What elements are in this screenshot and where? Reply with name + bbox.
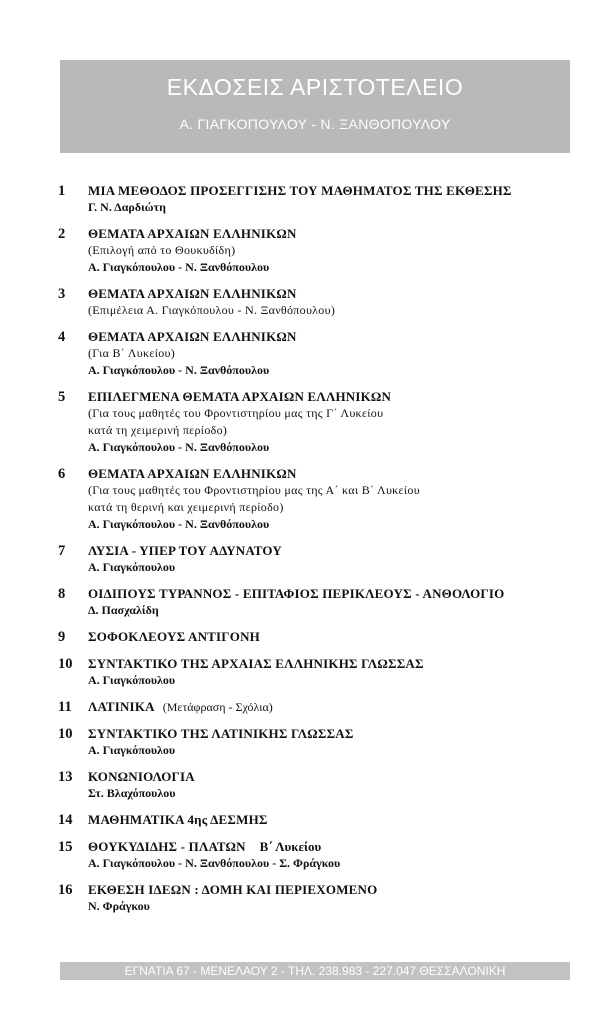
address-footer: ΕΓΝΑΤΙΑ 67 - ΜΕΝΕΛΑΟΥ 2 - ΤΗΛ. 238.983 - 227.047 ΘΕΣΣΑΛΟΝΙΚΗ	[60, 962, 570, 980]
entry-body	[88, 465, 588, 533]
entry-title: ΣΟΦΟΚΛΕΟΥΣ ΑΝΤΙΓΟΝΗ	[88, 629, 260, 644]
book-entry	[58, 811, 588, 829]
entry-title-line	[88, 811, 588, 828]
entry-author: Α. Γιαγκόπουλου - Ν. Ξανθόπουλου - Σ. Φράγκου	[88, 856, 341, 870]
entry-number: 7	[58, 543, 66, 559]
entry-note: (Για Β΄ Λυκείου)	[88, 346, 176, 360]
entry-title-line	[88, 698, 588, 716]
entry-title: ΜΑΘΗΜΑΤΙΚΑ 4ης ΔΕΣΜΗΣ	[88, 812, 268, 827]
entry-title-line	[88, 881, 588, 898]
entry-number: 11	[58, 699, 72, 715]
book-entry	[58, 628, 588, 646]
entry-body	[88, 768, 588, 802]
entry-note: (Επιμέλεια Α. Γιαγκόπουλου - Ν. Ξανθόπουλου)	[88, 303, 336, 317]
entry-title-line	[88, 628, 588, 645]
book-entry	[58, 698, 588, 716]
book-entry	[58, 881, 588, 915]
entry-title-line	[88, 328, 588, 345]
entry-note: (Για τους μαθητές του Φροντιστηρίου μας της Γ΄ Λυκείου	[88, 406, 384, 420]
entry-body	[88, 698, 588, 716]
entry-title-line	[88, 465, 588, 482]
entry-title-line	[88, 542, 588, 559]
entry-title: ΘΕΜΑΤΑ ΑΡΧΑΙΩΝ ΕΛΛΗΝΙΚΩΝ	[88, 286, 297, 301]
entry-number: 10	[58, 656, 73, 672]
entry-body	[88, 725, 588, 759]
book-entry	[58, 328, 588, 379]
entry-title: ΕΠΙΛΕΓΜΕΝΑ ΘΕΜΑΤΑ ΑΡΧΑΙΩΝ ΕΛΛΗΝΙΚΩΝ	[88, 389, 392, 404]
entry-title: ΜΙΑ ΜΕΘΟΔΟΣ ΠΡΟΣΕΓΓΙΣΗΣ ΤΟΥ ΜΑΘΗΜΑΤΟΣ ΤΗΣ ΕΚΘΕΣΗΣ	[88, 183, 512, 198]
entry-title: ΣΥΝΤΑΚΤΙΚΟ ΤΗΣ ΑΡΧΑΙΑΣ ΕΛΛΗΝΙΚΗΣ ΓΛΩΣΣΑΣ	[88, 656, 424, 671]
entry-body	[88, 838, 588, 872]
entry-author: Α. Γιαγκόπουλου	[88, 673, 176, 687]
book-entry	[58, 768, 588, 802]
entry-note: κατά τη θερινή και χειμερινή περίοδο)	[88, 500, 284, 514]
entry-author: Α. Γιαγκόπουλου - Ν. Ξανθόπουλου	[88, 517, 270, 531]
entry-body	[88, 388, 588, 456]
entry-body	[88, 811, 588, 829]
entry-number: 6	[58, 466, 66, 482]
entry-note: (Επιλογή από το Θουκυδίδη)	[88, 243, 236, 257]
entry-author: Α. Γιαγκόπουλου	[88, 743, 176, 757]
entry-number: 9	[58, 629, 66, 645]
book-entry	[58, 838, 588, 872]
entry-body	[88, 225, 588, 276]
book-entry	[58, 182, 588, 216]
entry-author: Δ. Πασχαλίδη	[88, 603, 159, 617]
book-entry	[58, 542, 588, 576]
entry-number: 2	[58, 226, 66, 242]
entry-author: Στ. Βλαχόπουλου	[88, 786, 176, 800]
book-entry	[58, 465, 588, 533]
entry-number: 16	[58, 882, 73, 898]
entry-title: ΕΚΘΕΣΗ ΙΔΕΩΝ : ΔΟΜΗ ΚΑΙ ΠΕΡΙΕΧΟΜΕΝΟ	[88, 882, 378, 897]
entry-title: ΚΟΝΩΝΙΟΛΟΓΙΑ	[88, 769, 195, 784]
entry-title: ΟΙΔΙΠΟΥΣ ΤΥΡΑΝΝΟΣ - ΕΠΙΤΑΦΙΟΣ ΠΕΡΙΚΛΕΟΥΣ - ΑΝΘΟΛΟΓΙΟ	[88, 586, 505, 601]
entry-body	[88, 328, 588, 379]
entry-number: 13	[58, 769, 73, 785]
publisher-title: ΕΚΔΟΣΕΙΣ ΑΡΙΣΤΟΤΕΛΕΙΟ	[166, 74, 464, 100]
entry-title-line	[88, 585, 588, 602]
publisher-banner	[60, 60, 570, 153]
book-list	[58, 182, 588, 924]
entry-note: (Για τους μαθητές του Φροντιστηρίου μας της Α΄ και Β΄ Λυκείου	[88, 483, 420, 497]
entry-author: Γ. Ν. Δαρδιώτη	[88, 200, 166, 214]
entry-number: 4	[58, 329, 66, 345]
entry-title-line	[88, 725, 588, 742]
entry-title: ΘΕΜΑΤΑ ΑΡΧΑΙΩΝ ΕΛΛΗΝΙΚΩΝ	[88, 226, 297, 241]
entry-title-line	[88, 388, 588, 405]
entry-number: 5	[58, 389, 66, 405]
book-entry	[58, 725, 588, 759]
entry-title-line	[88, 768, 588, 785]
entry-number: 1	[58, 183, 66, 199]
entry-author: Ν. Φράγκου	[88, 899, 150, 913]
entry-body	[88, 628, 588, 646]
entry-title: ΘΕΜΑΤΑ ΑΡΧΑΙΩΝ ΕΛΛΗΝΙΚΩΝ	[88, 466, 297, 481]
entry-body	[88, 542, 588, 576]
entry-author: Α. Γιαγκόπουλου - Ν. Ξανθόπουλου	[88, 260, 270, 274]
entry-number: 15	[58, 839, 73, 855]
entry-title-line	[88, 838, 588, 855]
entry-number: 8	[58, 586, 66, 602]
entry-body	[88, 655, 588, 689]
book-entry	[58, 655, 588, 689]
entry-number: 10	[58, 726, 73, 742]
entry-author: Α. Γιαγκόπουλου - Ν. Ξανθόπουλου	[88, 363, 270, 377]
entry-number: 14	[58, 812, 73, 828]
entry-title: ΘΟΥΚΥΔΙΔΗΣ - ΠΛΑΤΩΝ	[88, 839, 246, 854]
entry-number: 3	[58, 286, 66, 302]
entry-note: κατά τη χειμερινή περίοδο)	[88, 423, 228, 437]
entry-title-line	[88, 182, 588, 199]
entry-body	[88, 881, 588, 915]
entry-title: ΘΕΜΑΤΑ ΑΡΧΑΙΩΝ ΕΛΛΗΝΙΚΩΝ	[88, 329, 297, 344]
book-entry	[58, 388, 588, 456]
entry-body	[88, 585, 588, 619]
entry-inline-note: Β΄ Λυκείου	[259, 839, 322, 854]
publisher-subtitle: Α. ΓΙΑΓΚΟΠΟΥΛΟΥ - Ν. ΞΑΝΘΟΠΟΥΛΟΥ	[179, 116, 451, 132]
entry-body	[88, 182, 588, 216]
book-entry	[58, 225, 588, 276]
entry-title-line	[88, 225, 588, 242]
book-entry	[58, 285, 588, 319]
entry-inline-note: (Μετάφραση - Σχόλια)	[162, 700, 273, 714]
entry-title: ΛΥΣΙΑ - ΥΠΕΡ ΤΟΥ ΑΔΥΝΑΤΟΥ	[88, 543, 282, 558]
entry-title-line	[88, 655, 588, 672]
entry-title: ΣΥΝΤΑΚΤΙΚΟ ΤΗΣ ΛΑΤΙΝΙΚΗΣ ΓΛΩΣΣΑΣ	[88, 726, 354, 741]
entry-body	[88, 285, 588, 319]
book-entry	[58, 585, 588, 619]
entry-title: ΛΑΤΙΝΙΚΑ	[88, 699, 155, 714]
entry-author: Α. Γιαγκόπουλου	[88, 560, 176, 574]
entry-author: Α. Γιαγκόπουλου - Ν. Ξανθόπουλου	[88, 440, 270, 454]
entry-title-line	[88, 285, 588, 302]
